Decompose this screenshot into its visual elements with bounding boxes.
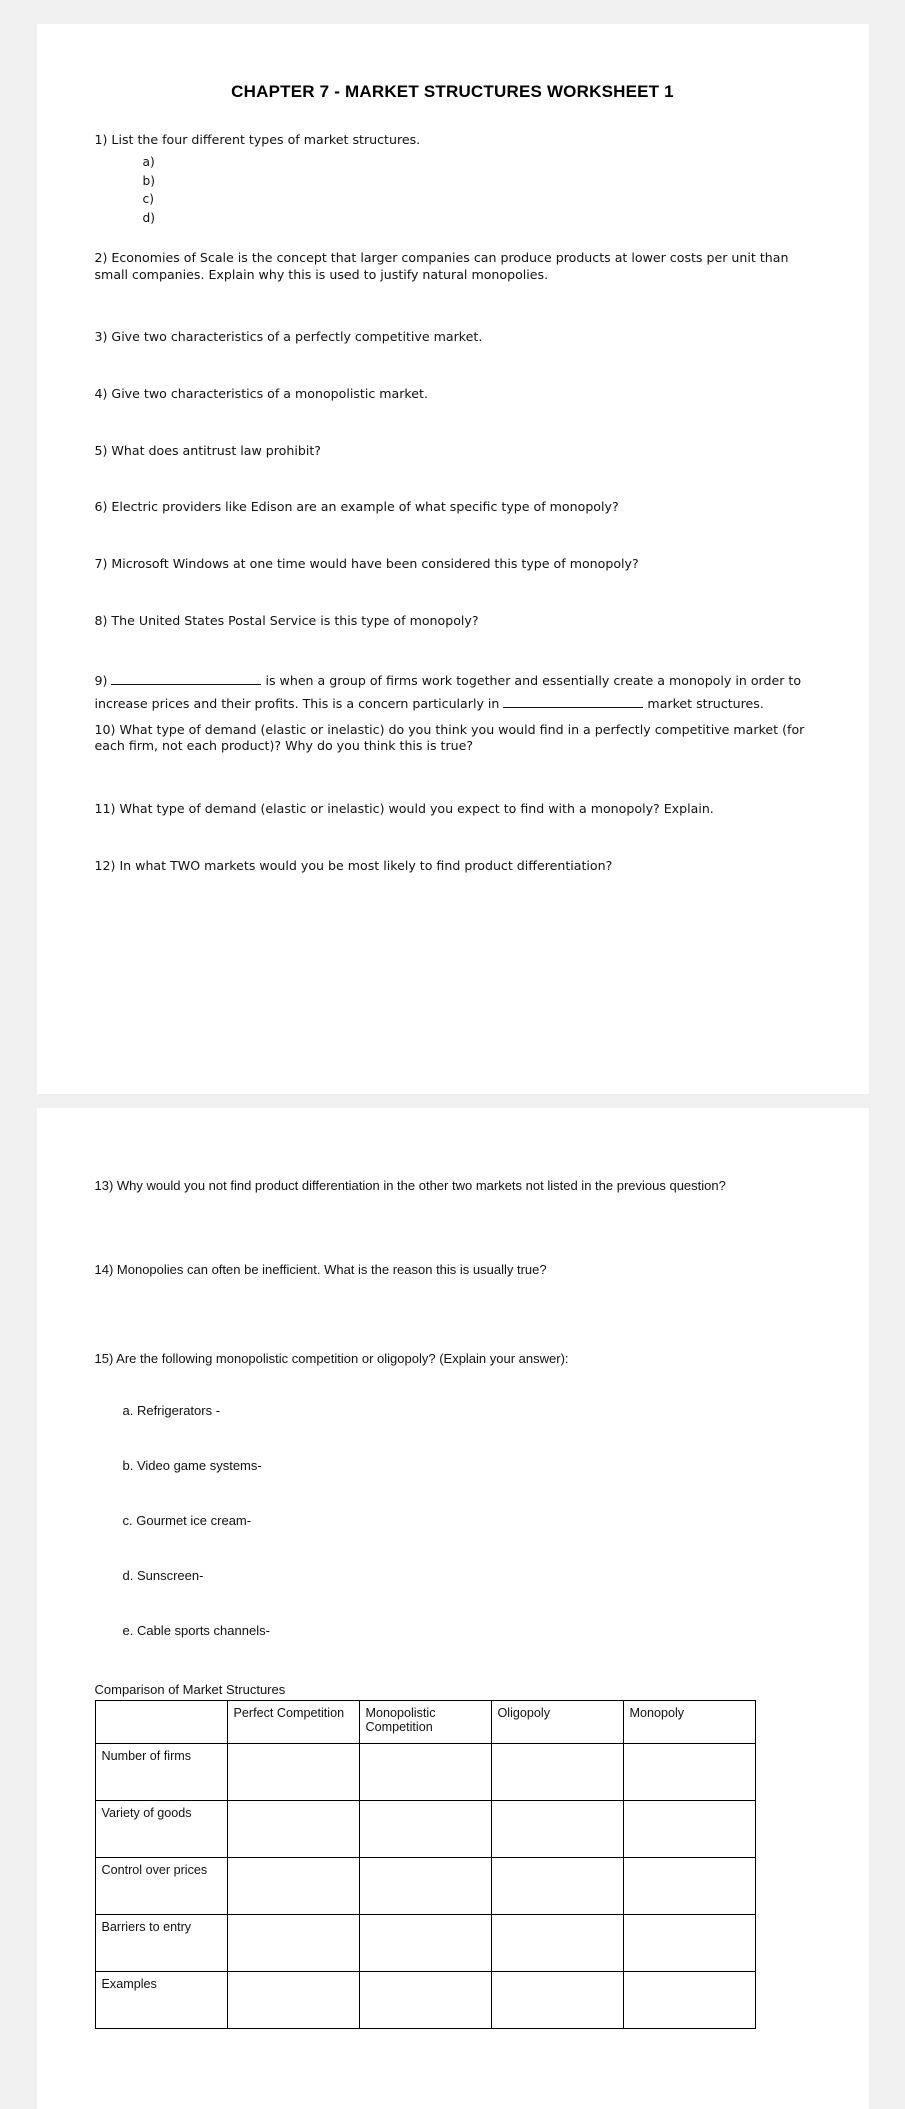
cell-barriers-to-entry-monopoly[interactable]	[623, 1914, 755, 1971]
cell-number-of-firms-oligopoly[interactable]	[491, 1743, 623, 1800]
table-header-perfect-competition: Perfect Competition	[227, 1700, 359, 1743]
question-5-text: 5) What does antitrust law prohibit?	[94, 442, 321, 458]
table-row	[95, 1743, 755, 1800]
question-2-text: 2) Economies of Scale is the concept that larger companies can produce products at lower costs per unit than small companies. Explain why this is used to justify natural monopolies.	[94, 250, 789, 282]
cell-number-of-firms-monopolistic-competition[interactable]	[359, 1743, 491, 1800]
cell-control-over-prices-monopolistic-competition[interactable]	[359, 1857, 491, 1914]
cell-variety-of-goods-monopoly[interactable]	[623, 1800, 755, 1857]
cell-barriers-to-entry-monopolistic-competition[interactable]	[359, 1914, 491, 1971]
row-label-examples: Examples	[95, 1971, 227, 2028]
cell-barriers-to-entry-oligopoly[interactable]	[491, 1914, 623, 1971]
question-9-prefix: 9)	[94, 673, 108, 689]
table-header-monopolistic-competition: Monopolistic Competition	[359, 1700, 491, 1743]
question-6-text: 6) Electric providers like Edison are an example of what specific type of monopoly?	[94, 499, 619, 515]
question-15-option-d: d. Sunscreen-	[122, 1567, 204, 1583]
table-row	[95, 1857, 755, 1914]
page-separator	[0, 1094, 905, 1108]
question-9-text	[95, 669, 811, 716]
row-label-control-over-prices: Control over prices	[95, 1857, 227, 1914]
cell-examples-oligopoly[interactable]	[491, 1971, 623, 2028]
question-15-option-b: b. Video game systems-	[122, 1457, 262, 1473]
cell-examples-monopoly[interactable]	[623, 1971, 755, 2028]
question-11-text: 11) What type of demand (elastic or inelastic) would you expect to find with a monopoly? Explain.	[94, 800, 714, 816]
table-row	[95, 1914, 755, 1971]
cell-examples-perfect-competition[interactable]	[227, 1971, 359, 2028]
comparison-table-caption: Comparison of Market Structures	[94, 1681, 286, 1697]
question-1-option-d: d)	[142, 211, 155, 226]
question-10-text: 10) What type of demand (elastic or inelastic) do you think you would find in a perfectly competitive market (for each firm, not each product)? Why do you think this is true?	[94, 721, 805, 754]
cell-variety-of-goods-monopolistic-competition[interactable]	[359, 1800, 491, 1857]
question-12-text: 12) In what TWO markets would you be most likely to find product differentiation?	[94, 857, 613, 873]
cell-number-of-firms-perfect-competition[interactable]	[227, 1743, 359, 1800]
question-15-text: 15) Are the following monopolistic competition or oligopoly? (Explain your answer):	[94, 1351, 569, 1367]
question-13-text: 13) Why would you not find product differentiation in the other two markets not listed in the previous question?	[94, 1178, 726, 1193]
question-3-text: 3) Give two characteristics of a perfectly competitive market.	[94, 329, 483, 345]
question-1-block	[95, 132, 811, 228]
question-4-text: 4) Give two characteristics of a monopolistic market.	[94, 386, 428, 402]
cell-number-of-firms-monopoly[interactable]	[623, 1743, 755, 1800]
question-1-option-a: a)	[142, 154, 155, 169]
question-9-blank-1[interactable]	[111, 684, 261, 685]
question-15-option-c: c. Gourmet ice cream-	[122, 1512, 252, 1528]
table-header-oligopoly: Oligopoly	[491, 1700, 623, 1743]
row-label-barriers-to-entry: Barriers to entry	[95, 1914, 227, 1971]
row-label-number-of-firms: Number of firms	[95, 1743, 227, 1800]
question-8-text: 8) The United States Postal Service is this type of monopoly?	[94, 612, 479, 628]
question-1-option-c: c)	[142, 192, 154, 207]
worksheet-page-2	[37, 1108, 869, 2109]
cell-variety-of-goods-perfect-competition[interactable]	[227, 1800, 359, 1857]
worksheet-page-1	[37, 24, 869, 1094]
question-9-suffix: market structures.	[647, 696, 764, 712]
comparison-table	[95, 1700, 756, 2029]
question-1-options	[95, 153, 811, 229]
question-15-option-e: e. Cable sports channels-	[122, 1622, 270, 1638]
table-row	[95, 1800, 755, 1857]
cell-control-over-prices-monopoly[interactable]	[623, 1857, 755, 1914]
cell-control-over-prices-oligopoly[interactable]	[491, 1857, 623, 1914]
question-1-option-b: b)	[142, 173, 155, 188]
table-header-corner	[95, 1700, 227, 1743]
cell-variety-of-goods-oligopoly[interactable]	[491, 1800, 623, 1857]
cell-control-over-prices-perfect-competition[interactable]	[227, 1857, 359, 1914]
cell-examples-monopolistic-competition[interactable]	[359, 1971, 491, 2028]
question-15-options	[95, 1403, 811, 1638]
question-14-text: 14) Monopolies can often be inefficient. What is the reason this is usually true?	[94, 1261, 547, 1277]
question-9-blank-2[interactable]	[503, 707, 643, 708]
table-header-row	[95, 1700, 755, 1743]
row-label-variety-of-goods: Variety of goods	[95, 1800, 227, 1857]
question-1-text: 1) List the four different types of market structures.	[94, 132, 421, 147]
question-15-option-a: a. Refrigerators -	[122, 1402, 221, 1418]
cell-barriers-to-entry-perfect-competition[interactable]	[227, 1914, 359, 1971]
table-header-monopoly: Monopoly	[623, 1700, 755, 1743]
question-7-text: 7) Microsoft Windows at one time would have been considered this type of monopoly?	[94, 555, 639, 571]
page-title: CHAPTER 7 - MARKET STRUCTURES WORKSHEET 1	[231, 82, 674, 101]
table-row	[95, 1971, 755, 2028]
question-9-middle: is when a group of firms work together and essentially create a monopoly in order to increase prices and their profits. This is a concern particularly in	[94, 673, 802, 712]
